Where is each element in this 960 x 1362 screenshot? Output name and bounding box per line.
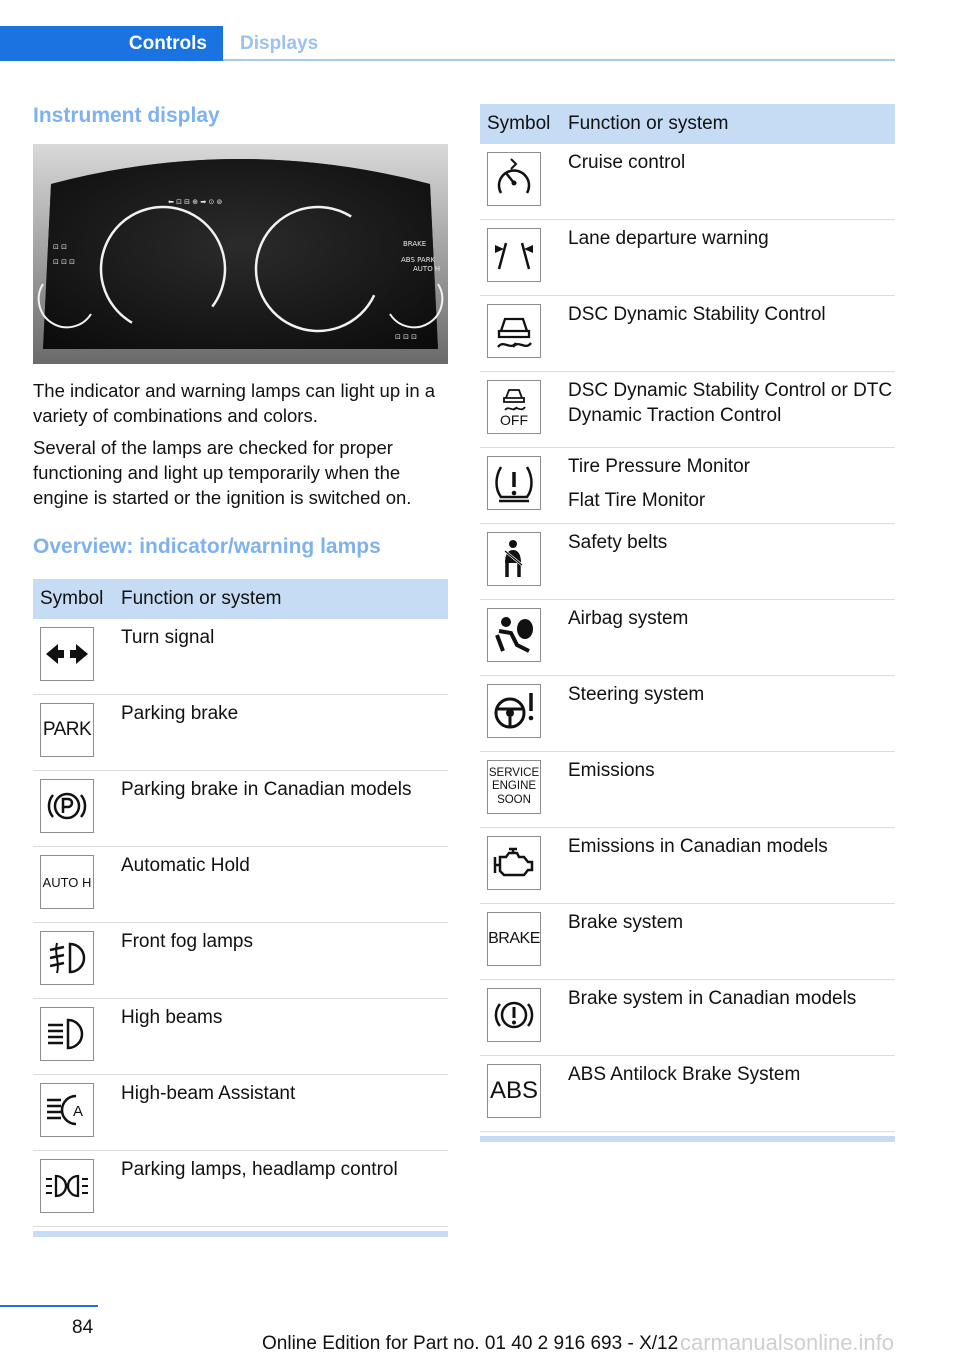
service-engine-icon bbox=[487, 760, 541, 814]
tab-controls[interactable]: Controls bbox=[0, 26, 223, 61]
svg-text:ABS PARK: ABS PARK bbox=[401, 256, 436, 264]
lane-departure-icon bbox=[487, 228, 541, 282]
svg-text:⬅ ⊡ ⊟ ⊕ ➡ ⊙ ⊚: ⬅ ⊡ ⊟ ⊕ ➡ ⊙ ⊚ bbox=[168, 198, 223, 206]
tire-pressure-icon bbox=[487, 456, 541, 510]
row-label: Emissions in Canadian models bbox=[568, 836, 828, 857]
tab-underline bbox=[223, 59, 895, 61]
row-label: Parking brake bbox=[121, 703, 239, 724]
row-label: High-beam Assistant bbox=[121, 1083, 296, 1104]
row-label: Emissions bbox=[568, 760, 655, 781]
paragraph-lamps-checked: Several of the lamps are checked for proper functioning and light up temporarily when the engine is started or the ignition is switched on. bbox=[33, 437, 412, 508]
icon-text: ABS bbox=[489, 1077, 539, 1104]
parking-lamps-icon bbox=[40, 1159, 94, 1213]
table-row bbox=[480, 828, 895, 904]
table-end-bar bbox=[480, 1136, 895, 1142]
row-label: DSC Dynamic Stability Control bbox=[568, 304, 826, 325]
table-row bbox=[480, 448, 895, 524]
icon-text: AUTO H bbox=[42, 874, 92, 890]
table-row bbox=[33, 1075, 448, 1151]
abs-icon bbox=[487, 1064, 541, 1118]
table-row bbox=[480, 904, 895, 980]
row-label: Airbag system bbox=[568, 608, 689, 629]
column-header-function: Function or system bbox=[568, 113, 729, 134]
table-row bbox=[480, 524, 895, 600]
footer-rule bbox=[0, 1305, 98, 1307]
table-row bbox=[33, 1151, 448, 1227]
column-header-symbol: Symbol bbox=[487, 113, 551, 134]
row-label: Turn signal bbox=[121, 627, 215, 648]
row-label: Automatic Hold bbox=[121, 855, 250, 876]
lamps-table-left bbox=[33, 579, 448, 1237]
icon-text: OFF bbox=[500, 412, 528, 428]
row-label: Parking brake in Canadian models bbox=[121, 779, 412, 800]
steering-icon bbox=[487, 684, 541, 738]
table-end-bar bbox=[33, 1231, 448, 1237]
page-number: 84 bbox=[72, 1317, 94, 1338]
row-label: Tire Pressure Monitor bbox=[568, 456, 750, 477]
row-label-secondary: Flat Tire Monitor bbox=[568, 490, 706, 511]
column-header-function: Function or system bbox=[121, 588, 282, 609]
row-label: ABS Antilock Brake System bbox=[568, 1064, 801, 1085]
svg-text:⊡ ⊡ ⊡: ⊡ ⊡ ⊡ bbox=[53, 258, 76, 266]
dsc-icon bbox=[487, 304, 541, 358]
dsc-off-icon bbox=[487, 380, 541, 434]
table-row bbox=[33, 771, 448, 847]
icon-text: BRAKE bbox=[488, 930, 540, 947]
tab-displays[interactable]: Displays bbox=[240, 32, 319, 54]
safety-belt-icon bbox=[487, 532, 541, 586]
cruise-control-icon bbox=[487, 152, 541, 206]
parking-brake-canada-icon bbox=[40, 779, 94, 833]
turn-signal-icon bbox=[40, 627, 94, 681]
table-row bbox=[33, 695, 448, 771]
row-label: Safety belts bbox=[568, 532, 668, 553]
auto-hold-icon bbox=[40, 855, 94, 909]
table-row bbox=[480, 372, 895, 448]
paragraph-lamps-combinations: The indicator and warning lamps can light up in a variety of combinations and colors. bbox=[33, 380, 436, 426]
high-beam-assistant-icon bbox=[40, 1083, 94, 1137]
brake-canada-icon bbox=[487, 988, 541, 1042]
row-label: Front fog lamps bbox=[121, 931, 253, 952]
table-row bbox=[480, 144, 895, 220]
table-header bbox=[480, 104, 895, 144]
airbag-icon bbox=[487, 608, 541, 662]
row-label: High beams bbox=[121, 1007, 223, 1028]
header-tabbar bbox=[0, 26, 895, 60]
table-row bbox=[480, 1056, 895, 1132]
svg-text:⊡ ⊡ ⊡: ⊡ ⊡ ⊡ bbox=[395, 333, 418, 341]
edition-note: Online Edition for Part no. 01 40 2 916 693 - X/12 bbox=[262, 1333, 679, 1354]
row-label: Brake system in Canadian models bbox=[568, 988, 857, 1009]
table-row bbox=[480, 752, 895, 828]
row-label: Lane departure warning bbox=[568, 228, 769, 249]
lamps-table-right bbox=[480, 104, 895, 1142]
brake-text-icon bbox=[487, 912, 541, 966]
row-label: DSC Dynamic Stability Control or DTC Dynamic Traction Control bbox=[568, 380, 893, 426]
icon-text-line: SERVICE bbox=[488, 766, 540, 779]
icon-text-line: SOON bbox=[497, 793, 531, 806]
row-label: Steering system bbox=[568, 684, 705, 705]
high-beam-icon bbox=[40, 1007, 94, 1061]
table-row bbox=[480, 296, 895, 372]
table-header bbox=[33, 579, 448, 619]
svg-text:AUTO H: AUTO H bbox=[413, 265, 441, 273]
svg-text:BRAKE: BRAKE bbox=[403, 240, 427, 248]
instrument-cluster-photo bbox=[33, 144, 448, 364]
park-icon bbox=[40, 703, 94, 757]
section-title-instrument-display: Instrument display bbox=[33, 104, 220, 127]
table-row bbox=[480, 600, 895, 676]
column-header-symbol: Symbol bbox=[40, 588, 104, 609]
engine-icon bbox=[487, 836, 541, 890]
watermark: carmanualsonline.info bbox=[680, 1330, 895, 1355]
section-title-overview: Overview: indicator/warning lamps bbox=[33, 535, 381, 558]
table-row bbox=[480, 980, 895, 1056]
icon-text-line: ENGINE bbox=[491, 780, 537, 793]
table-row bbox=[480, 220, 895, 296]
table-row bbox=[33, 923, 448, 999]
svg-text:⊡ ⊡: ⊡ ⊡ bbox=[53, 243, 67, 251]
table-row bbox=[33, 999, 448, 1075]
front-fog-icon bbox=[40, 931, 94, 985]
icon-text: PARK bbox=[42, 719, 92, 740]
svg-text:A: A bbox=[73, 1103, 84, 1120]
table-row bbox=[480, 676, 895, 752]
table-row bbox=[33, 847, 448, 923]
row-label: Brake system bbox=[568, 912, 684, 933]
table-row bbox=[33, 619, 448, 695]
row-label: Parking lamps, headlamp control bbox=[121, 1159, 398, 1180]
row-label: Cruise control bbox=[568, 152, 686, 173]
